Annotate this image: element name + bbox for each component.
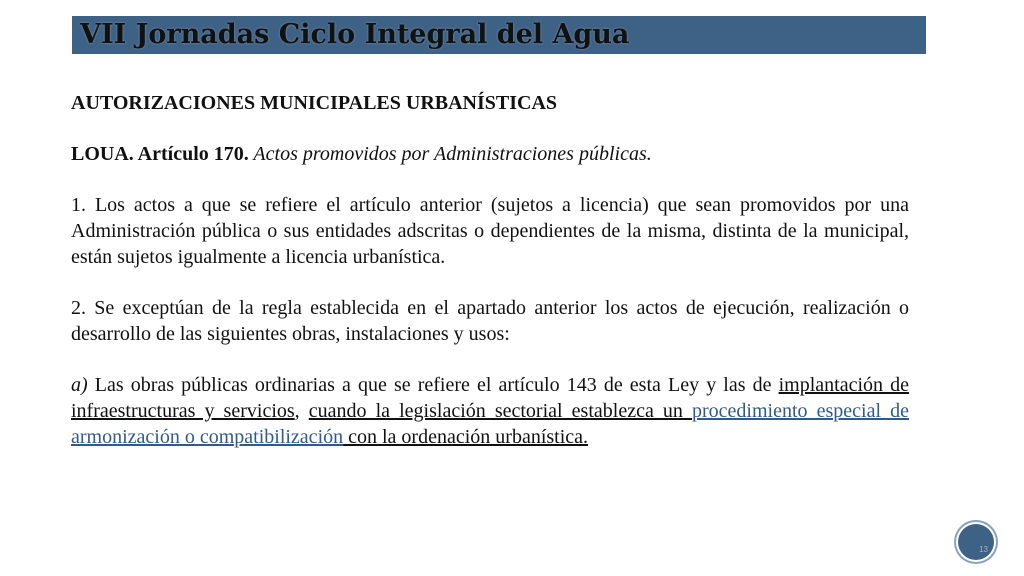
title-bar — [72, 16, 926, 54]
section-heading: AUTORIZACIONES MUNICIPALES URBANÍSTICAS — [71, 92, 558, 114]
slide-title: VII Jornadas Ciclo Integral del Agua — [80, 19, 630, 50]
procedure-link[interactable]: procedimiento especial de armonización o compatibilización — [71, 400, 909, 448]
item-a-underlined-1: implantación de infraestructuras y servicios — [71, 374, 910, 422]
paragraph-1: 1. Los actos a que se refiere el artículo anterior (sujetos a licencia) que sean promovidos por una Administración pública o sus entidades adscritas o dependientes de la misma, distinta de la municipal, están sujetos igualmente a licencia urbanística. — [71, 194, 909, 268]
article-line — [71, 141, 909, 167]
article-title: Actos promovidos por Administraciones públicas. — [248, 143, 652, 165]
page-number-badge — [958, 524, 994, 560]
item-a-marker: a) — [71, 374, 88, 396]
paragraph-2: 2. Se exceptúan de la regla establecida en el apartado anterior los actos de ejecución, realización o desarrollo de las siguientes obras, instalaciones y usos: — [71, 297, 909, 345]
article-reference: LOUA. Artículo 170. — [71, 143, 249, 165]
item-a-underlined-3: con la ordenación urbanística. — [343, 426, 589, 448]
item-a-underlined-2: cuando la legislación sectorial establezca un — [308, 400, 693, 422]
item-a — [71, 372, 909, 450]
page-number: 13 — [979, 545, 988, 554]
item-a-text-1: Las obras públicas ordinarias a que se refiere el artículo 143 de esta Ley y las de — [87, 374, 779, 396]
slide-body — [71, 90, 909, 475]
item-a-text-2: , — [294, 400, 309, 422]
